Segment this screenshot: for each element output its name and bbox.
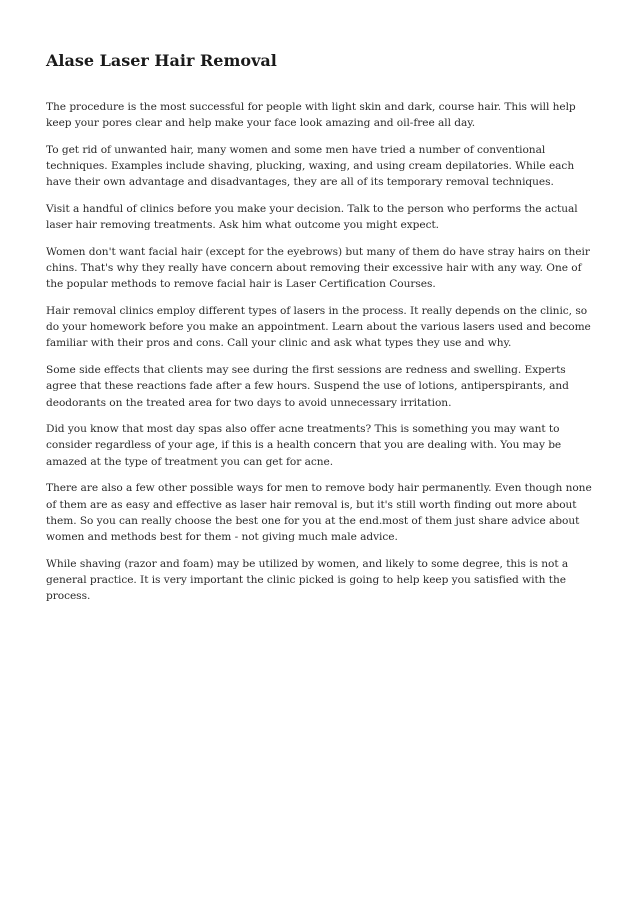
paragraph-9: While shaving (razor and foam) may be utilized by women, and likely to some degree, this is not a general practice. It is very important the clinic picked is going to help keep you satisfied with the process. bbox=[46, 557, 569, 603]
paragraph-5: Hair removal clinics employ different types of lasers in the process. It really depends on the clinic, so do your homework before you make an appointment. Learn about the various lasers used and become familiar with their pros and cons. Call your clinic and ask what types they use and why. bbox=[46, 305, 591, 350]
paragraph-4: Women don't want facial hair (except for the eyebrows) but many of them do have stray hairs on their chins. That's why they really have concern about removing their excessive hair with any way. One of the popular methods to remove facial hair is Laser Certification Courses. bbox=[46, 245, 590, 291]
paragraph-6: Some side effects that clients may see during the first sessions are redness and swelling. Experts agree that these reactions fade after a few hours. Suspend the use of lotions, antiperspirants, and deodorants on the treated area for two days to avoid unnecessary irritation. bbox=[46, 364, 569, 409]
paragraph-7: Did you know that most day spas also offer acne treatments? This is something you may want to consider regardless of your age, if this is a health concern that you are dealing with. You may be amazed at the type of treatment you can get for acne. bbox=[46, 423, 562, 468]
paragraph-2: To get rid of unwanted hair, many women and some men have tried a number of conventional techniques. Examples include shaving, plucking, waxing, and using cream depilatories. While each have their own advantage and disadvantages, they are all of its temporary removal techniques. bbox=[46, 143, 575, 189]
paragraph-8: There are also a few other possible ways for men to remove body hair permanently. Even though none of them are as easy and effective as laser hair removal is, but it's still worth finding out more about them. So you can really choose the best one for you at the end.most of them just share advice about women and methods best for them - not giving much male advice. bbox=[46, 482, 592, 543]
document-title: Alase Laser Hair Removal bbox=[46, 51, 277, 70]
paragraph-1: The procedure is the most successful for people with light skin and dark, course hair. This will help keep your pores clear and help make your face look amazing and oil-free all day. bbox=[46, 101, 576, 130]
paragraph-3: Visit a handful of clinics before you make your decision. Talk to the person who performs the actual laser hair removing treatments. Ask him what outcome you might expect. bbox=[46, 203, 578, 232]
